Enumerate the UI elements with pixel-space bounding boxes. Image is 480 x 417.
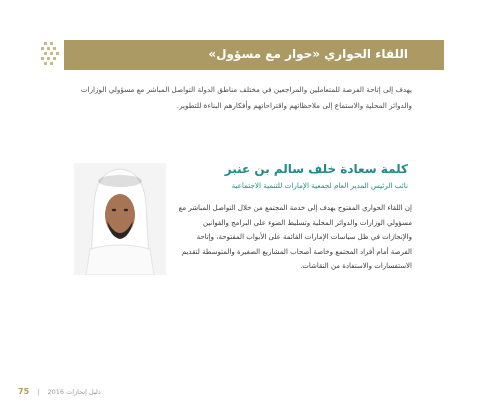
intro-paragraph: يهدف إلى إتاحة الفرصة للمتعاملين والمراجعين في مختلف مناطق الدولة التواصل المباشر مع مسؤولي الوزارات والدوائر المحلية والاستماع إلى ملاحظاتهم واقتراحاتهم وأفكارهم البناءة للتطوير.: [80, 85, 412, 110]
footer-separator: |: [37, 388, 40, 396]
page-footer: [18, 387, 101, 396]
speaker-name: كلمة سعادة خلف سالم بن عنبر: [224, 162, 408, 176]
decorative-dots-pattern: [40, 40, 70, 70]
speaker-photo: [74, 163, 166, 275]
page-number: 75: [18, 387, 30, 396]
footer-label: دليل إنجازات 2016: [47, 388, 101, 396]
speaker-speech: إن اللقاء الحواري المفتوح يهدف إلى خدمة المجتمع من خلال التواصل المباشر مع مسؤولي الوزارات والدوائر المحلية وتسليط الضوء على البرامج والقوانين والإنجازات في ظل سياسات الإمارات القائمة على الأبواب المفتوحة، وإتاحة الفرصة أمام أفراد المجتمع وخاصة أصحاب المشاريع الصغيرة والمتوسطة لتقديم الاستفسارات والاستفادة من النقاشات.: [178, 204, 412, 271]
speaker-title: نائب الرئيس المدير العام لجمعية الإمارات للتنمية الاجتماعية: [231, 181, 408, 190]
speaker-portrait-illustration: [74, 163, 166, 275]
section-title: اللقاء الحواري «حوار مع مسؤول»: [208, 47, 408, 61]
